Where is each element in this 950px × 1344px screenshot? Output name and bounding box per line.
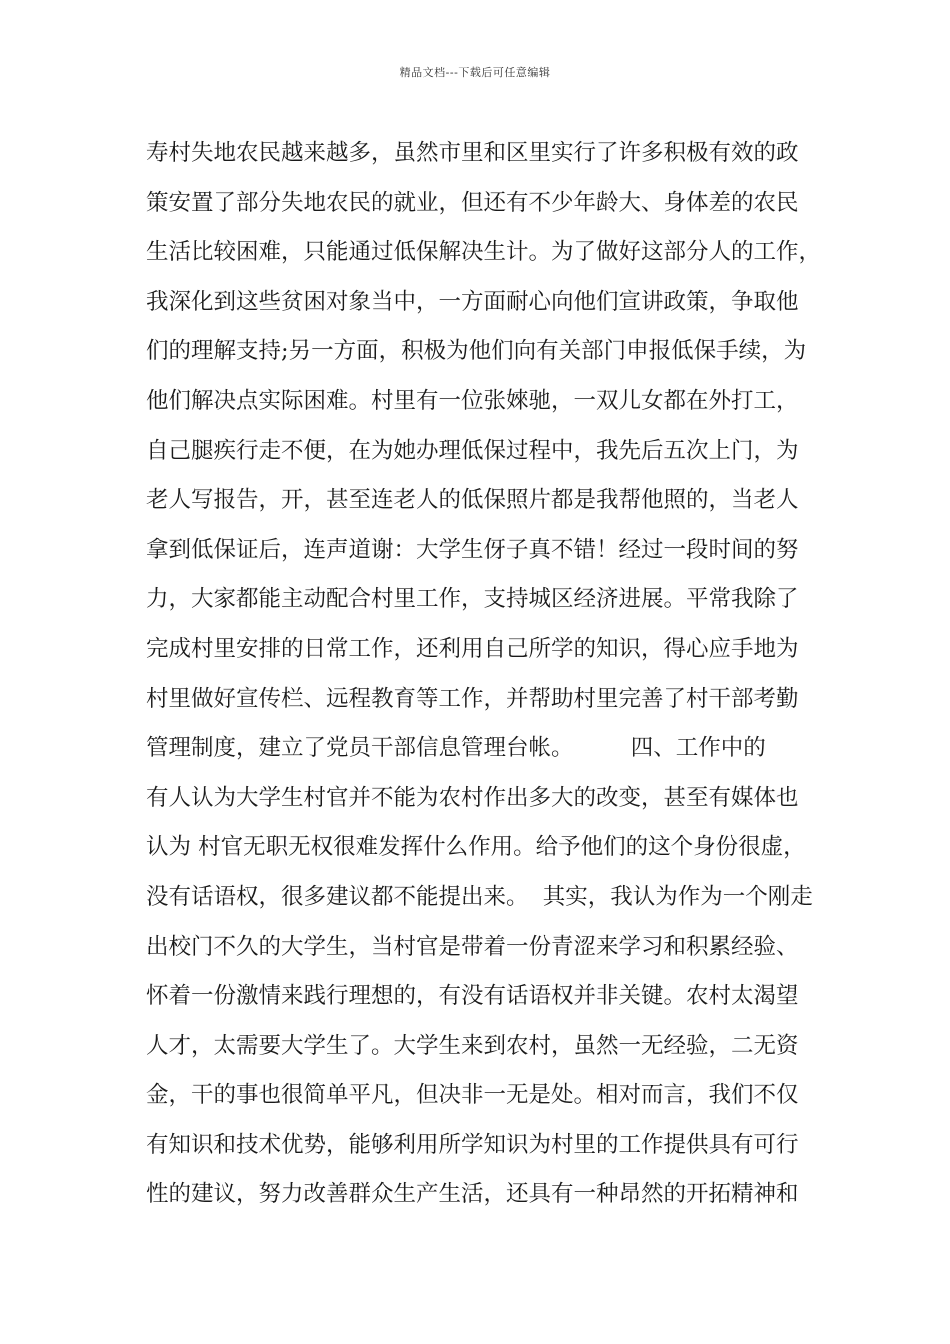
- text-line: 策安置了部分失地农民的就业，但还有不少年龄大、身体差的农民: [146, 189, 799, 216]
- page-header: 精品文档---下载后可任意编辑: [399, 66, 551, 79]
- text-line: 怀着一份激情来践行理想的，有没有话语权并非关键。农村太渴望: [146, 983, 799, 1010]
- text-line: 有人认为大学生村官并不能为农村作出多大的改变，甚至有媒体也: [146, 784, 799, 811]
- text-line: 寿村失地农民越来越多，虽然市里和区里实行了许多积极有效的政: [146, 140, 799, 166]
- text-line: 认为 村官无职无权很难发挥什么作用。给予他们的这个身份很虚，: [146, 834, 806, 861]
- text-line: 老人写报告，开，甚至连老人的低保照片都是我帮他照的，当老人: [146, 487, 799, 514]
- text-line: 性的建议，努力改善群众生产生活，还具有一种昂然的开拓精神和: [146, 1181, 799, 1208]
- text-line: 村里做好宣传栏、远程教育等工作，并帮助村里完善了村干部考勤: [146, 685, 799, 712]
- text-line: 金，干的事也很简单平凡，但决非一无是处。相对而言，我们不仅: [146, 1082, 799, 1109]
- text-line: 生活比较困难，只能通过低保解决生计。为了做好这部分人的工作，: [146, 239, 822, 266]
- text-line: 没有话语权，很多建议都不能提出来。 其实，我认为作为一个刚走: [146, 883, 813, 910]
- text-line: 力，大家都能主动配合村里工作，支持城区经济进展。平常我除了: [146, 586, 799, 613]
- body-text: [146, 129, 826, 1220]
- text-line: 我深化到这些贫困对象当中，一方面耐心向他们宣讲政策，争取他: [146, 288, 799, 315]
- text-line: 们的理解支持;另一方面，积极为他们向有关部门申报低保手续，为: [146, 338, 807, 365]
- text-line: 自己腿疾行走不便，在为她办理低保过程中，我先后五次上门，为: [146, 437, 799, 464]
- text-line: 人才，太需要大学生了。大学生来到农村，虽然一无经验，二无资: [146, 1032, 799, 1059]
- text-line: 出校门不久的大学生，当村官是带着一份青涩来学习和积累经验、: [146, 933, 799, 960]
- text-line: 管理制度，建立了党员干部信息管理台帐。 四、工作中的: [146, 735, 766, 762]
- text-line: 完成村里安排的日常工作，还利用自己所学的知识，得心应手地为: [146, 635, 799, 662]
- text-line: 有知识和技术优势，能够利用所学知识为村里的工作提供具有可行: [146, 1131, 799, 1158]
- text-line: 他们解决点实际困难。村里有一位张婡驰，一双儿女都在外打工，: [146, 387, 799, 414]
- text-line: 拿到低保证后，连声道谢：大学生伢子真不错！经过一段时间的努: [146, 536, 799, 563]
